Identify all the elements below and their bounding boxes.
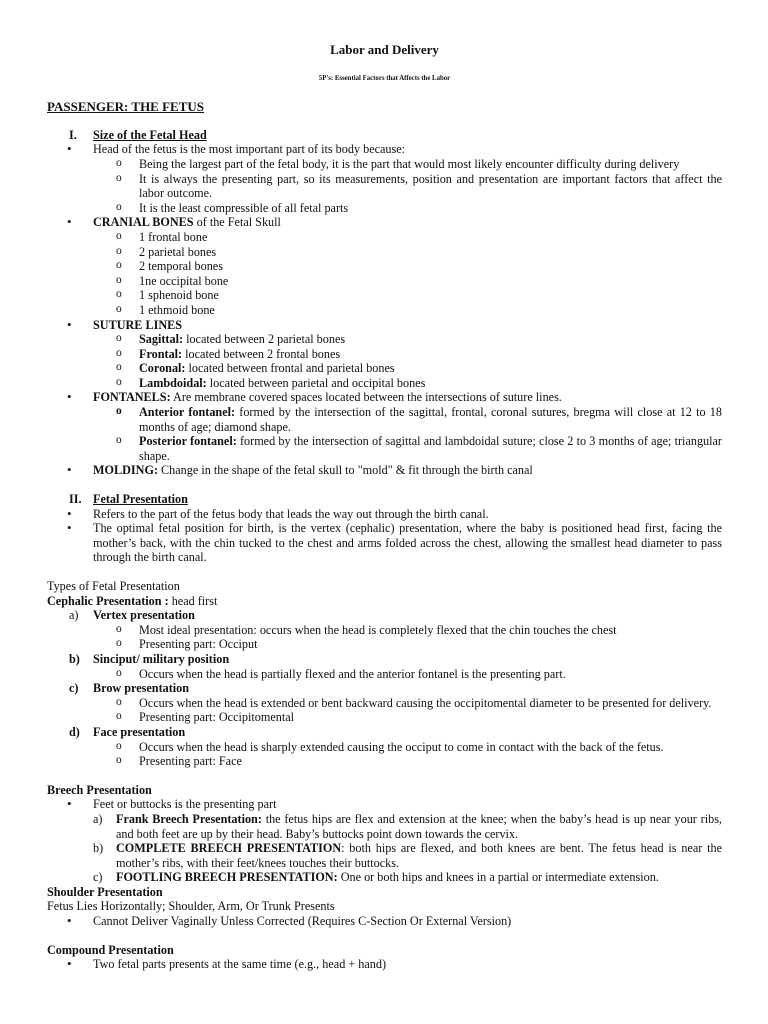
cephalic-heading: Cephalic Presentation : head first <box>47 593 218 608</box>
list-item: o Most ideal presentation: occurs when the head is completely flexed that the chin touches the chest <box>47 623 722 638</box>
cephalic-list <box>47 608 722 769</box>
shoulder-line: Fetus Lies Horizontally; Shoulder, Arm, Or Trunk Presents <box>47 899 335 914</box>
list-item: • FONTANELS: Are membrane covered spaces located between the intersections of suture lines. <box>47 390 722 405</box>
list-item: o 1 sphenoid bone <box>47 288 722 303</box>
list-item: c) Brow presentation <box>69 681 190 696</box>
part-1-title: Size of the Fetal Head <box>93 127 207 142</box>
list-item: o Anterior fontanel: formed by the intersection of the sagittal, frontal, coronal sutures, bregma will close at 12 to 18 months of age; diamond shape. <box>47 405 722 434</box>
list-item: o Occurs when the head is extended or bent backward causing the occipitomental diameter to be presented for delivery. <box>47 696 722 711</box>
part-1-heading <box>47 128 722 143</box>
part-2-numeral: II. <box>69 492 82 507</box>
list-item: • Refers to the part of the fetus body that leads the way out through the birth canal. <box>47 507 722 522</box>
list-item: o 2 parietal bones <box>47 245 722 260</box>
list-item: o Occurs when the head is partially flexed and the anterior fontanel is the presenting part. <box>47 667 722 682</box>
document-title: Labor and Delivery <box>330 42 439 57</box>
list-item: • SUTURE LINES <box>47 318 722 333</box>
list-item: • MOLDING: Change in the shape of the fetal skull to "mold" & fit through the birth canal <box>47 463 722 478</box>
part-2-title: Fetal Presentation <box>93 492 188 507</box>
list-item: • The optimal fetal position for birth, is the vertex (cephalic) presentation, where the baby is positioned head first, facing the mother’s back, with the chin tucked to the chest and arms folded across the chest, allowing the smallest head diameter to pass through the birth canal. <box>47 521 722 565</box>
types-heading: Types of Fetal Presentation <box>47 579 180 593</box>
part-1-numeral: I. <box>69 127 77 142</box>
list-item: o Sagittal: located between 2 parietal bones <box>47 332 722 347</box>
list-item: • Feet or buttocks is the presenting part <box>47 797 722 812</box>
list-item: b) COMPLETE BREECH PRESENTATION: both hips are flexed, and both knees are bent. The fetus head is near the mother’s ribs, with their feet/knees touches their buttocks. <box>93 841 722 870</box>
list-item: o 1 frontal bone <box>47 230 722 245</box>
part-2-list <box>47 507 722 565</box>
breech-heading: Breech Presentation <box>47 782 152 797</box>
list-item: o Coronal: located between frontal and parietal bones <box>47 361 722 376</box>
shoulder-heading: Shoulder Presentation <box>47 884 163 899</box>
list-item: o Being the largest part of the fetal body, it is the part that would most likely encounter difficulty during delivery <box>47 157 722 172</box>
compound-heading: Compound Presentation <box>47 942 174 957</box>
list-item: • Cannot Deliver Vaginally Unless Corrected (Requires C-Section Or External Version) <box>47 914 722 929</box>
list-item: o Presenting part: Face <box>47 754 722 769</box>
list-item: o Presenting part: Occiput <box>47 637 722 652</box>
list-item: o It is always the presenting part, so its measurements, position and presentation are important factors that affect the labor outcome. <box>47 172 722 201</box>
list-item: b) Sinciput/ military position <box>69 651 230 666</box>
part-1-list <box>47 142 722 478</box>
list-item: o Frontal: located between 2 frontal bones <box>47 347 722 362</box>
list-item: o Lambdoidal: located between parietal and occipital bones <box>47 376 722 391</box>
list-item: a) Frank Breech Presentation: the fetus hips are flex and extension at the knee; when the baby’s head is up near your ribs, and both feet are up by their head. Baby’s buttocks point down towards the cervix. <box>93 811 722 841</box>
document-subtitle: 5P's: Essential Factors that Affects the Labor <box>318 74 451 82</box>
list-item: d) Face presentation <box>69 724 186 739</box>
list-item: o Occurs when the head is sharply extended causing the occiput to come in contact with the back of the fetus. <box>47 740 722 755</box>
list-item: o 1 ethmoid bone <box>47 303 722 318</box>
section-heading: PASSENGER: THE FETUS <box>47 99 205 115</box>
list-item: o Presenting part: Occipitomental <box>47 710 722 725</box>
list-item: c) FOOTLING BREECH PRESENTATION: One or both hips and knees in a partial or intermediate extension. <box>93 870 659 885</box>
list-item: • Head of the fetus is the most important part of its body because: <box>47 142 722 157</box>
part-2-heading <box>47 492 722 507</box>
list-item: • CRANIAL BONES of the Fetal Skull <box>47 215 722 230</box>
list-item: o 1ne occipital bone <box>47 274 722 289</box>
list-item: o It is the least compressible of all fetal parts <box>47 201 722 216</box>
list-item: • Two fetal parts presents at the same time (e.g., head + hand) <box>47 957 722 972</box>
list-item: a) Vertex presentation <box>69 608 195 623</box>
list-item: o Posterior fontanel: formed by the intersection of sagittal and lambdoidal suture; close 2 to 3 months of age; triangular shape. <box>47 434 722 463</box>
list-item: o 2 temporal bones <box>47 259 722 274</box>
